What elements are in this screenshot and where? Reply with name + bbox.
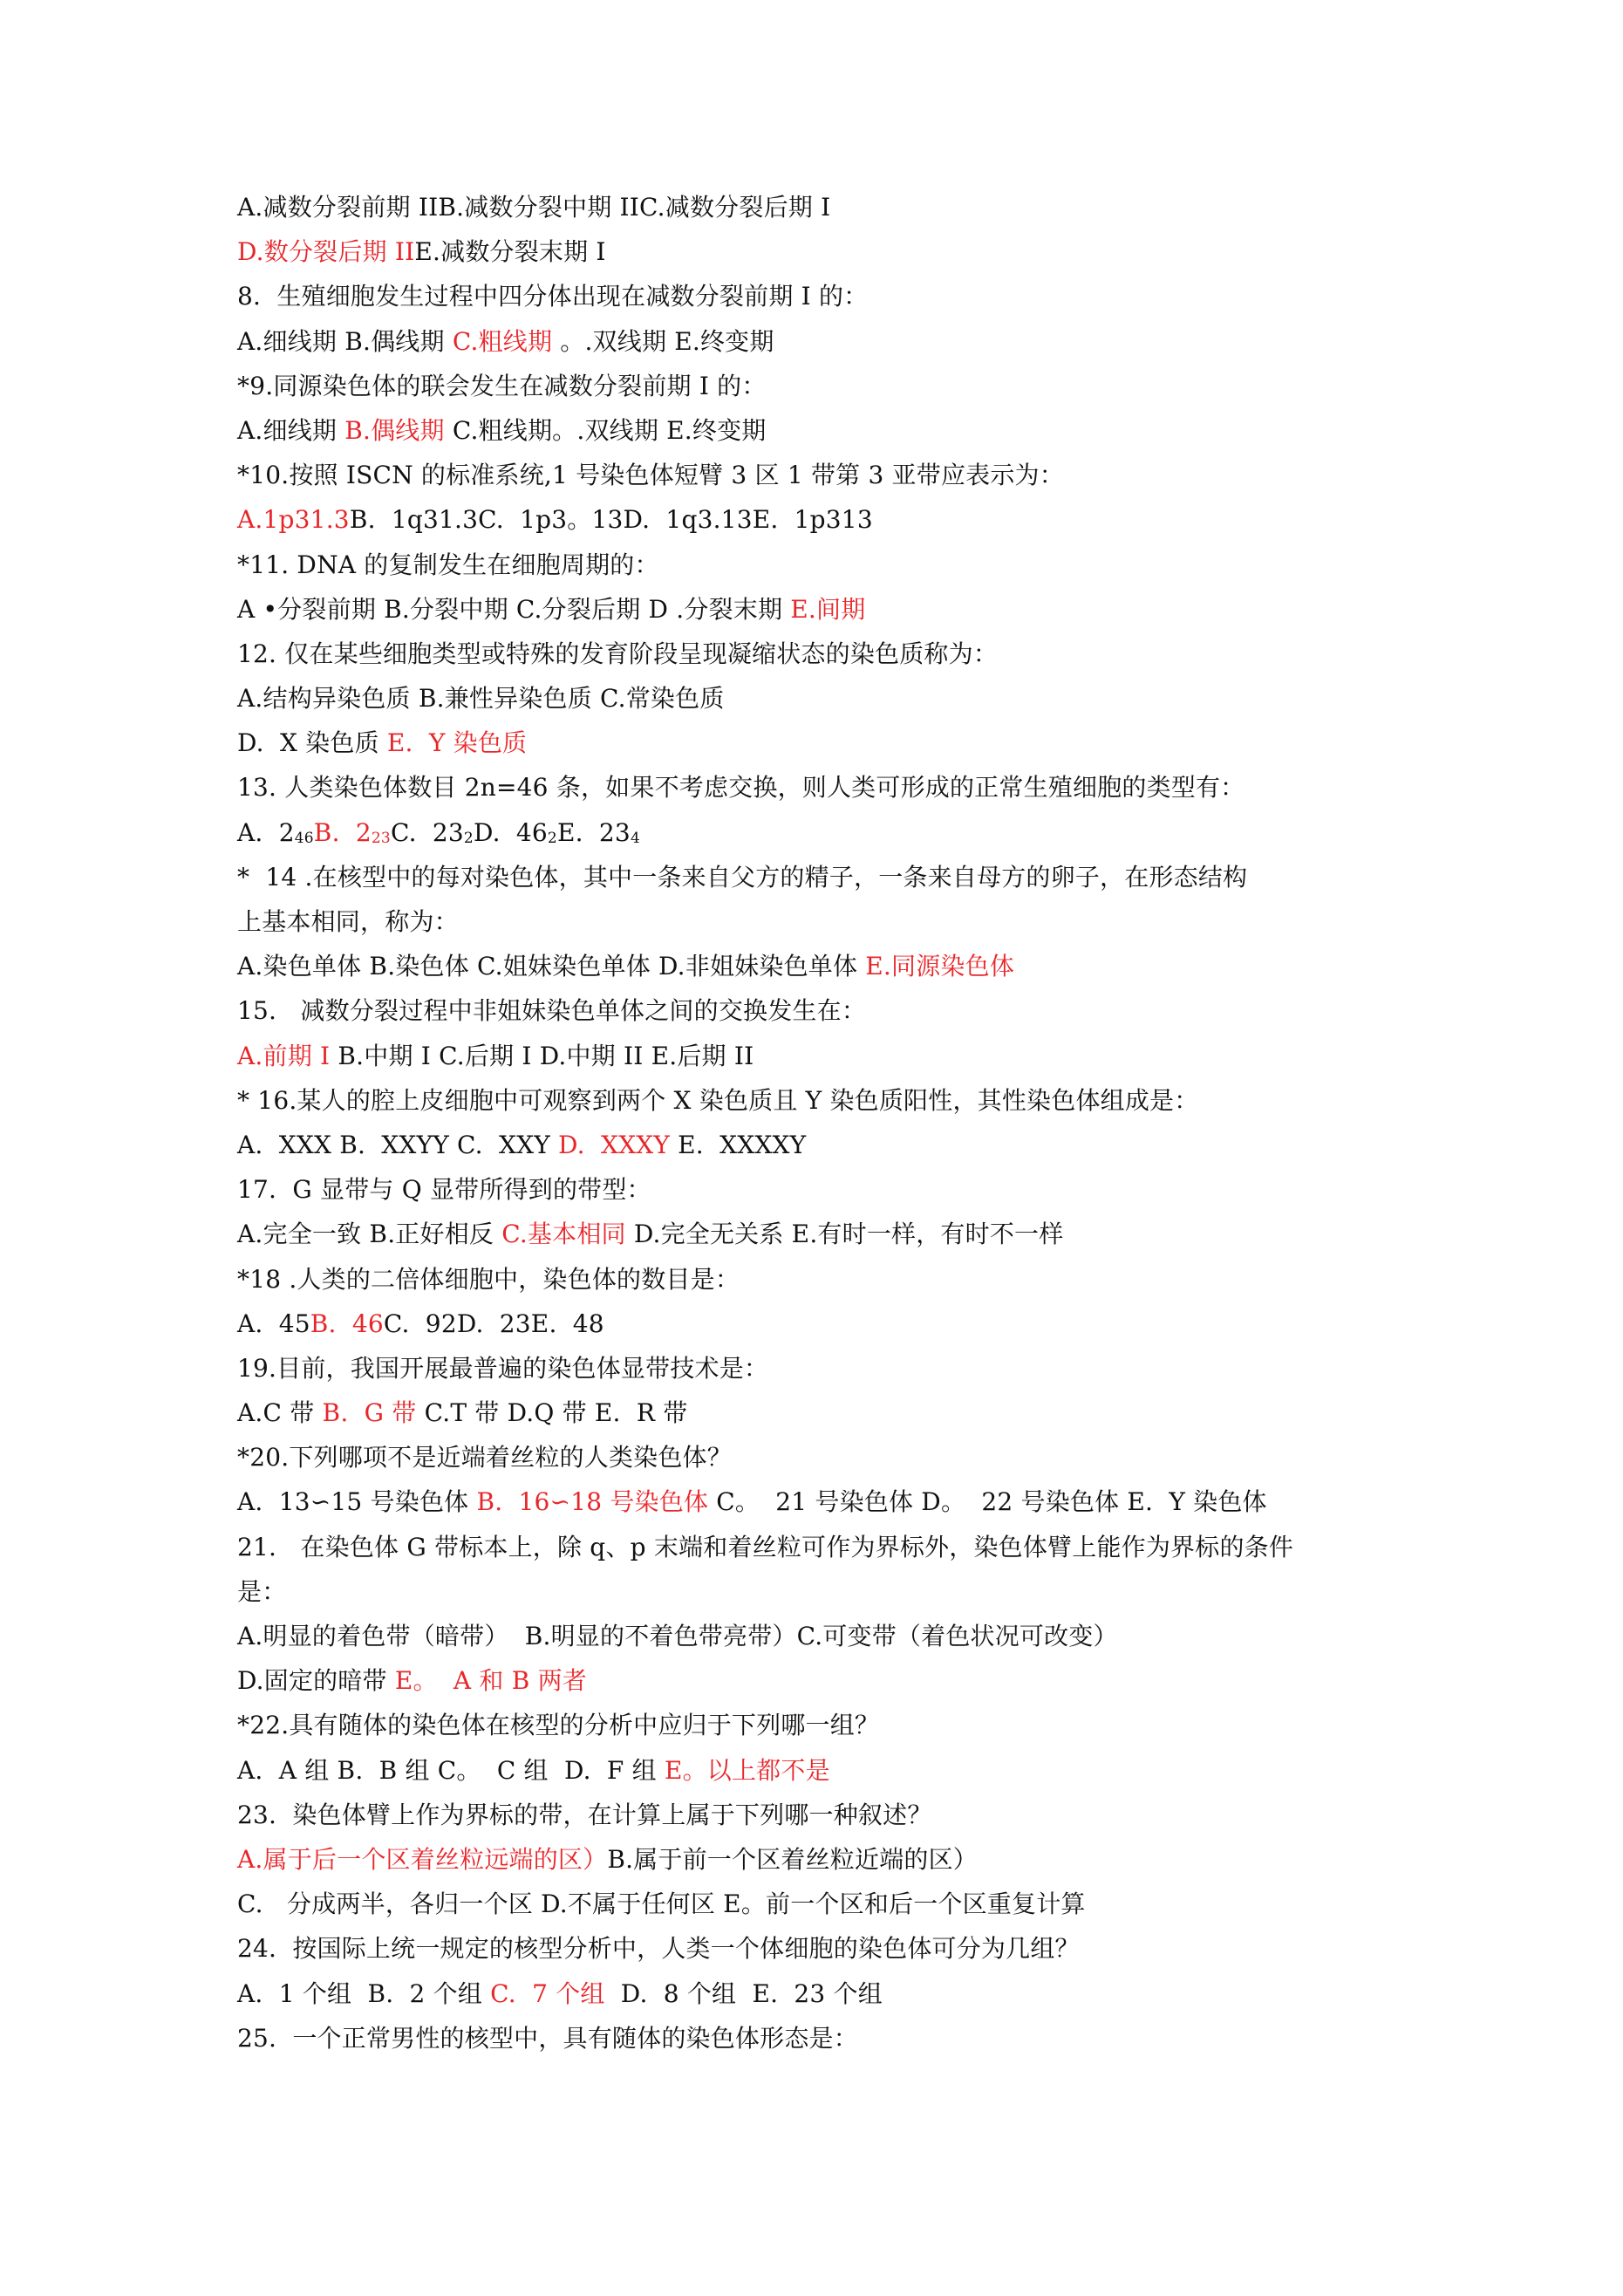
text-line [237, 1123, 1423, 1167]
answer-text: A.前期 I [237, 1041, 331, 1070]
text-line [237, 1212, 1423, 1256]
question-text: A.明显的着色带（暗带） B.明显的不着色带亮带）C.可变带（着色状况可改变） [237, 1622, 1118, 1650]
text-line [237, 1034, 1423, 1078]
question-text: A. XXX B. XXYY C. XXY [237, 1130, 559, 1159]
text-line [237, 408, 1423, 453]
text-line [237, 229, 1423, 274]
question-text: A.细线期 [237, 415, 345, 445]
text-line [237, 319, 1423, 364]
question-text: *9.同源染色体的联会发生在减数分裂前期 I 的： [237, 371, 767, 400]
answer-text: B. G 带 [322, 1398, 417, 1428]
question-text: D.固定的暗带 [237, 1666, 395, 1696]
text-line [237, 2016, 1423, 2060]
question-text: A.结构异染色质 B.兼性异染色质 C.常染色质 [237, 684, 725, 714]
answer-text: C. 7 个组 [490, 1978, 605, 2008]
answer-text: E.间期 [790, 594, 866, 624]
question-text: *18 .人类的二倍体细胞中，染色体的数目是： [237, 1264, 740, 1294]
text-line [237, 1926, 1423, 1971]
text-line [237, 632, 1423, 676]
question-text: *20.下列哪项不是近端着丝粒的人类染色体？ [237, 1443, 732, 1473]
text-line [237, 1837, 1423, 1882]
question-text: 上基本相同，称为： [237, 907, 459, 936]
question-text-block [237, 185, 1423, 2060]
question-text: D. 46 [473, 817, 548, 847]
question-text: 17. G 显带与 Q 显带所得到的带型： [237, 1175, 651, 1205]
question-text: A.染色单体 B.染色体 C.姐妹染色单体 D.非姐妹染色单体 [237, 952, 866, 981]
question-text: 15. 减数分裂过程中非姐妹染色单体之间的交换发生在： [237, 996, 867, 1026]
question-text: A. 45 [237, 1309, 310, 1338]
question-text: E. 23 [556, 817, 631, 847]
question-text: A. A 组 B. B 组 C。 C 组 D. F 组 [237, 1755, 665, 1785]
question-text: A.C 带 [237, 1398, 323, 1428]
text-line [237, 1479, 1423, 1524]
answer-text: B.偶线期 [344, 415, 445, 445]
question-text: C.T 带 D.Q 带 E. R 带 [416, 1398, 688, 1428]
text-line [237, 1882, 1423, 1926]
question-text: C。 21 号染色体 D。 22 号染色体 E. Y 染色体 [708, 1487, 1267, 1517]
text-line [237, 988, 1423, 1033]
text-line [237, 676, 1423, 721]
question-text: 8. 生殖细胞发生过程中四分体出现在减数分裂前期 I 的： [237, 282, 869, 311]
answer-text: B. 16∽18 号染色体 [476, 1487, 709, 1517]
question-text: 12. 仅在某些细胞类型或特殊的发育阶段呈现凝缩状态的染色质称为： [237, 639, 999, 668]
text-line [237, 1569, 1423, 1614]
question-text: * 16.某人的腔上皮细胞中可观察到两个 X 染色质且 Y 染色质阳性，其性染色体组成是： [237, 1085, 1199, 1115]
text-line [237, 944, 1423, 988]
question-text: C. 23 [390, 817, 464, 847]
text-line [237, 721, 1423, 765]
question-text: 23. 染色体臂上作为界标的带，在计算上属于下列哪一种叙述？ [237, 1800, 932, 1829]
answer-text: 23 [371, 829, 391, 847]
answer-text: B. 46 [310, 1309, 384, 1338]
text-line [237, 810, 1423, 855]
question-text: B. 1q31.3C. 1p3。13D. 1q3.13E. 1p313 [349, 505, 873, 535]
question-text: 2 [547, 829, 557, 847]
answer-text: E。以上都不是 [664, 1755, 830, 1785]
question-text: *11. DNA 的复制发生在细胞周期的： [237, 550, 659, 579]
question-text: *22.具有随体的染色体在核型的分析中应归于下列哪一组？ [237, 1711, 880, 1740]
question-text: 。.双线期 E.终变期 [552, 326, 774, 356]
question-text: C. 92D. 23E. 48 [383, 1309, 604, 1338]
question-text: A. 1 个组 B. 2 个组 [237, 1978, 491, 2008]
question-text: 46 [294, 829, 314, 847]
question-text: C.粗线期。.双线期 E.终变期 [444, 415, 767, 445]
question-text: 21. 在染色体 G 带标本上，除 q、p 末端和着丝粒可作为界标外，染色体臂上能作为界标的条件 [237, 1532, 1294, 1561]
question-text: A •分裂前期 B.分裂中期 C.分裂后期 D .分裂末期 [237, 594, 791, 624]
answer-text: B. 2 [313, 817, 372, 847]
answer-text: A.属于后一个区着丝粒远端的区） [237, 1844, 608, 1874]
question-text: A. 13∽15 号染色体 [237, 1487, 477, 1517]
text-line [237, 1257, 1423, 1302]
text-line [237, 1167, 1423, 1212]
question-text: D.完全无关系 E.有时一样，有时不一样 [625, 1220, 1064, 1249]
text-line [237, 1391, 1423, 1435]
question-text: 2 [463, 829, 474, 847]
question-text: 24. 按国际上统一规定的核型分析中，人类一个体细胞的染色体可分为几组？ [237, 1934, 1080, 1964]
text-line [237, 899, 1423, 944]
text-line [237, 765, 1423, 810]
text-line [237, 543, 1423, 587]
text-line [237, 1614, 1423, 1658]
question-text: B.属于前一个区着丝粒近端的区） [607, 1844, 979, 1874]
question-text: 13. 人类染色体数目 2n=46 条，如果不考虑交换，则人类可形成的正常生殖细胞的类型有： [237, 773, 1245, 803]
question-text: 19.目前，我国开展最普遍的染色体显带技术是： [237, 1353, 769, 1383]
question-text: D. X 染色质 [237, 728, 387, 758]
text-line [237, 364, 1423, 408]
question-text: 25. 一个正常男性的核型中，具有随体的染色体形态是： [237, 2023, 858, 2053]
text-line [237, 453, 1423, 497]
text-line [237, 1525, 1423, 1569]
question-text: A.细线期 B.偶线期 [237, 326, 453, 356]
question-text: D. 8 个组 E. 23 个组 [604, 1978, 883, 2008]
text-line [237, 1435, 1423, 1479]
text-line [237, 1703, 1423, 1747]
answer-text: E.同源染色体 [865, 952, 1015, 981]
text-line [237, 497, 1423, 542]
question-text: E.减数分裂末期 I [414, 237, 606, 267]
text-line [237, 1302, 1423, 1346]
question-text: 4 [630, 829, 640, 847]
answer-text: A.1p31.3 [237, 505, 350, 535]
text-line [237, 855, 1423, 899]
answer-text: E。 A 和 B 两者 [394, 1666, 587, 1696]
answer-text: C.基本相同 [501, 1220, 626, 1249]
text-line [237, 1748, 1423, 1793]
question-text: B.中期 I C.后期 I D.中期 II E.后期 II [330, 1041, 754, 1070]
text-line [237, 274, 1423, 318]
question-text: 是： [237, 1576, 287, 1606]
answer-text: E. Y 染色质 [386, 728, 528, 758]
question-text: A.完全一致 B.正好相反 [237, 1220, 502, 1249]
question-text: A.减数分裂前期 IIB.减数分裂中期 IIC.减数分裂后期 I [237, 193, 831, 222]
question-text: A. 2 [237, 817, 295, 847]
question-text: E. XXXXY [670, 1130, 807, 1159]
question-text: * 14 .在核型中的每对染色体，其中一条来自父方的精子，一条来自母方的卵子，在形态结构 [237, 862, 1248, 892]
answer-text: D. XXXY [558, 1130, 671, 1159]
text-line [237, 1658, 1423, 1703]
text-line [237, 1971, 1423, 2016]
text-line [237, 1346, 1423, 1391]
question-text: *10.按照 ISCN 的标准系统,1 号染色体短臂 3 区 1 带第 3 亚带应表示为： [237, 461, 1064, 490]
answer-text: D.数分裂后期 II [237, 237, 415, 267]
answer-text: C.粗线期 [452, 326, 553, 356]
text-line [237, 1078, 1423, 1123]
question-text: C. 分成两半，各归一个区 D.不属于任何区 E。前一个区和后一个区重复计算 [237, 1889, 1086, 1919]
text-line [237, 185, 1423, 229]
text-line [237, 1793, 1423, 1837]
text-line [237, 587, 1423, 632]
